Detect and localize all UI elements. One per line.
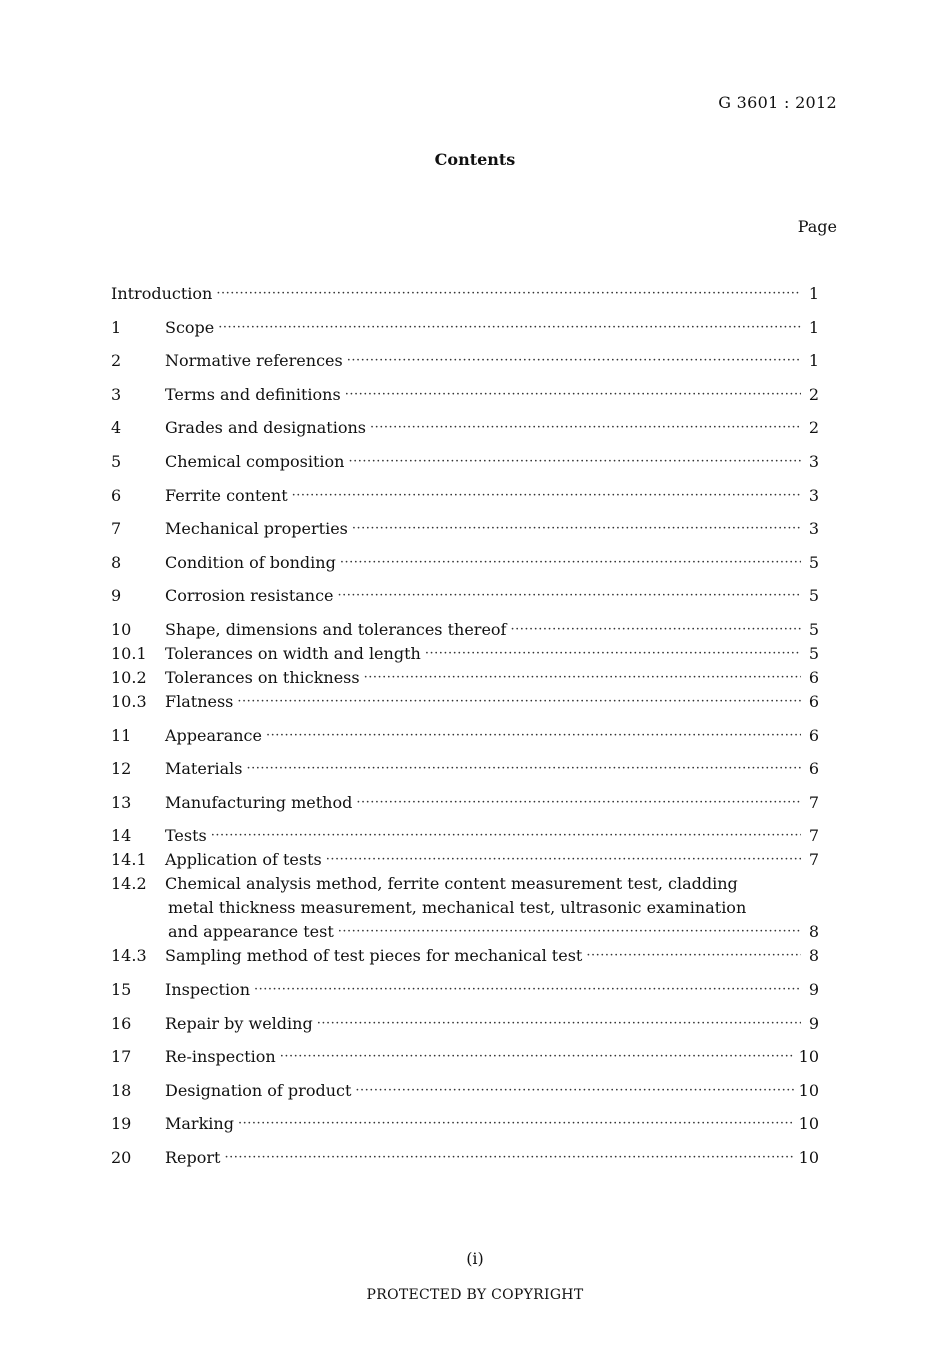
dot-leader — [510, 618, 801, 642]
toc-entry-label: Terms and definitions — [165, 384, 341, 404]
toc-entry-18[interactable] — [111, 1079, 819, 1103]
toc-entry-page: 3 — [808, 519, 819, 539]
toc-entry-number: 13 — [111, 792, 132, 812]
toc-entry-10-3[interactable] — [111, 690, 819, 714]
toc-entry-14-2-end[interactable] — [111, 920, 819, 944]
toc-entry-number: 11 — [111, 725, 132, 745]
toc-entry-label: Chemical composition — [165, 451, 345, 471]
toc-entry-page: 10 — [798, 1114, 819, 1134]
toc-entry-number: 14.2 — [111, 874, 147, 894]
toc-entry-14-1[interactable] — [111, 848, 819, 872]
dot-leader — [586, 944, 801, 968]
toc-entry-introduction[interactable] — [111, 282, 819, 306]
toc-entry-17[interactable] — [111, 1045, 819, 1069]
toc-entry-page: 5 — [808, 643, 819, 663]
toc-entry-number: 4 — [111, 418, 122, 438]
dot-leader — [266, 724, 801, 748]
toc-entry-label: Repair by welding — [165, 1013, 313, 1033]
dot-leader — [238, 1112, 795, 1136]
dot-leader — [425, 642, 801, 666]
toc-entry-page: 6 — [808, 759, 819, 779]
toc-entry-number: 10.1 — [111, 643, 147, 663]
toc-entry-page: 2 — [808, 384, 819, 404]
dot-leader — [280, 1045, 795, 1069]
dot-leader — [254, 978, 801, 1002]
toc-entry-page: 8 — [808, 946, 819, 966]
toc-entry-16[interactable] — [111, 1012, 819, 1036]
toc-entry-number: 3 — [111, 384, 122, 404]
toc-entry-12[interactable] — [111, 757, 819, 781]
toc-entry-label-line-2: metal thickness measurement, mechanical test, ultrasonic examination — [168, 898, 747, 918]
toc-entry-page: 10 — [798, 1080, 819, 1100]
toc-entry-label: Normative references — [165, 351, 343, 371]
dot-leader — [345, 383, 801, 407]
toc-entry-1[interactable] — [111, 316, 819, 340]
toc-entry-14-2[interactable] — [111, 872, 819, 896]
toc-entry-number: 1 — [111, 317, 122, 337]
toc-entry-page: 5 — [808, 552, 819, 572]
toc-entry-number: 10.3 — [111, 691, 147, 711]
toc-entry-number: 14.3 — [111, 946, 147, 966]
toc-entry-number: 9 — [111, 586, 122, 606]
toc-entry-label: Condition of bonding — [165, 552, 336, 572]
toc-entry-number: 14.1 — [111, 850, 147, 870]
toc-entry-label: Grades and designations — [165, 418, 366, 438]
toc-entry-label: Inspection — [165, 979, 250, 999]
toc-entry-number: 5 — [111, 451, 122, 471]
toc-entry-page: 7 — [808, 792, 819, 812]
toc-entry-page: 6 — [808, 667, 819, 687]
toc-entry-number: 6 — [111, 485, 122, 505]
toc-entry-page: 10 — [798, 1047, 819, 1067]
toc-entry-page: 7 — [808, 850, 819, 870]
dot-leader — [352, 517, 801, 541]
toc-entry-page: 2 — [808, 418, 819, 438]
toc-entry-15[interactable] — [111, 978, 819, 1002]
toc-entry-13[interactable] — [111, 791, 819, 815]
toc-entry-number: 7 — [111, 519, 122, 539]
dot-leader — [211, 824, 801, 848]
toc-entry-number: 8 — [111, 552, 122, 572]
toc-entry-5[interactable] — [111, 450, 819, 474]
dot-leader — [338, 584, 801, 608]
toc-entry-number: 20 — [111, 1147, 132, 1167]
toc-entry-number: 19 — [111, 1114, 132, 1134]
toc-entry-10[interactable] — [111, 618, 819, 642]
toc-entry-number: 16 — [111, 1013, 132, 1033]
toc-entry-page: 7 — [808, 826, 819, 846]
toc-entry-label: Tests — [165, 826, 207, 846]
dot-leader — [216, 282, 801, 306]
dot-leader — [224, 1146, 794, 1170]
toc-entry-6[interactable] — [111, 484, 819, 508]
dot-leader — [326, 848, 801, 872]
toc-entry-number: 18 — [111, 1080, 132, 1100]
toc-entry-19[interactable] — [111, 1112, 819, 1136]
toc-entry-9[interactable] — [111, 584, 819, 608]
toc-entry-page: 9 — [808, 979, 819, 999]
dot-leader — [348, 450, 801, 474]
toc-entry-label: Designation of product — [165, 1080, 352, 1100]
dot-leader — [237, 690, 801, 714]
toc-entry-label: Marking — [165, 1114, 234, 1134]
toc-entry-label: Tolerances on thickness — [165, 667, 360, 687]
toc-entry-11[interactable] — [111, 724, 819, 748]
toc-entry-number: 12 — [111, 759, 132, 779]
dot-leader — [340, 551, 801, 575]
toc-entry-7[interactable] — [111, 517, 819, 541]
dot-leader — [246, 757, 801, 781]
toc-entry-label-line-1: Chemical analysis method, ferrite content measurement test, cladding — [165, 874, 738, 894]
standard-number: G 3601 : 2012 — [718, 93, 837, 112]
toc-entry-page: 1 — [808, 284, 819, 303]
toc-entry-label: Introduction — [111, 284, 213, 303]
dot-leader — [317, 1012, 801, 1036]
toc-entry-label: Tolerances on width and length — [165, 643, 421, 663]
toc-entry-14-2-continued[interactable] — [111, 896, 819, 920]
toc-entry-4[interactable] — [111, 416, 819, 440]
toc-entry-label: Manufacturing method — [165, 792, 353, 812]
dot-leader — [347, 349, 801, 373]
toc-entry-page: 9 — [808, 1013, 819, 1033]
toc-entry-label: Re-inspection — [165, 1047, 276, 1067]
page-column-label: Page — [797, 217, 837, 236]
toc-entry-page: 6 — [808, 691, 819, 711]
toc-entry-page: 6 — [808, 725, 819, 745]
toc-entry-label: Report — [165, 1147, 221, 1167]
toc-entry-10-1[interactable] — [111, 642, 819, 666]
dot-leader — [338, 920, 801, 944]
toc-entry-label: Scope — [165, 317, 215, 337]
toc-entry-label: Corrosion resistance — [165, 586, 334, 606]
toc-entry-number: 10 — [111, 619, 132, 639]
toc-entry-page: 5 — [808, 619, 819, 639]
toc-entry-number: 14 — [111, 826, 132, 846]
dot-leader — [370, 416, 801, 440]
toc-entry-14[interactable] — [111, 824, 819, 848]
dot-leader — [355, 1079, 794, 1103]
toc-entry-label: Ferrite content — [165, 485, 288, 505]
toc-entry-label: Materials — [165, 759, 243, 779]
toc-entry-8[interactable] — [111, 551, 819, 575]
toc-entry-number: 10.2 — [111, 667, 147, 687]
toc-entry-page: 1 — [808, 317, 819, 337]
dot-leader — [356, 791, 801, 815]
copyright-notice: PROTECTED BY COPYRIGHT — [366, 1287, 584, 1303]
toc-entry-2[interactable] — [111, 349, 819, 373]
toc-entry-14-3[interactable] — [111, 944, 819, 968]
table-of-contents — [111, 282, 819, 1170]
toc-entry-page: 3 — [808, 451, 819, 471]
toc-entry-label: Shape, dimensions and tolerances thereof — [165, 619, 507, 639]
toc-entry-label: Flatness — [165, 691, 234, 711]
toc-entry-page: 8 — [808, 922, 819, 942]
toc-entry-label: Sampling method of test pieces for mechanical test — [165, 946, 583, 966]
dot-leader — [218, 316, 801, 340]
toc-entry-number: 17 — [111, 1047, 132, 1067]
toc-entry-10-2[interactable] — [111, 666, 819, 690]
toc-entry-page: 10 — [798, 1147, 819, 1167]
toc-entry-number: 2 — [111, 351, 122, 371]
toc-entry-label: Application of tests — [165, 850, 322, 870]
toc-entry-page: 1 — [808, 351, 819, 371]
page-title: Contents — [434, 150, 516, 169]
toc-entry-page: 5 — [808, 586, 819, 606]
toc-entry-label: Appearance — [165, 725, 262, 745]
dot-leader — [292, 484, 801, 508]
toc-entry-label: Mechanical properties — [165, 519, 348, 539]
toc-entry-number: 15 — [111, 979, 132, 999]
toc-entry-20[interactable] — [111, 1146, 819, 1170]
toc-entry-3[interactable] — [111, 383, 819, 407]
toc-entry-page: 3 — [808, 485, 819, 505]
page-folio: (i) — [466, 1249, 484, 1268]
toc-entry-label-line-3: and appearance test — [168, 922, 334, 942]
dot-leader — [364, 666, 801, 690]
